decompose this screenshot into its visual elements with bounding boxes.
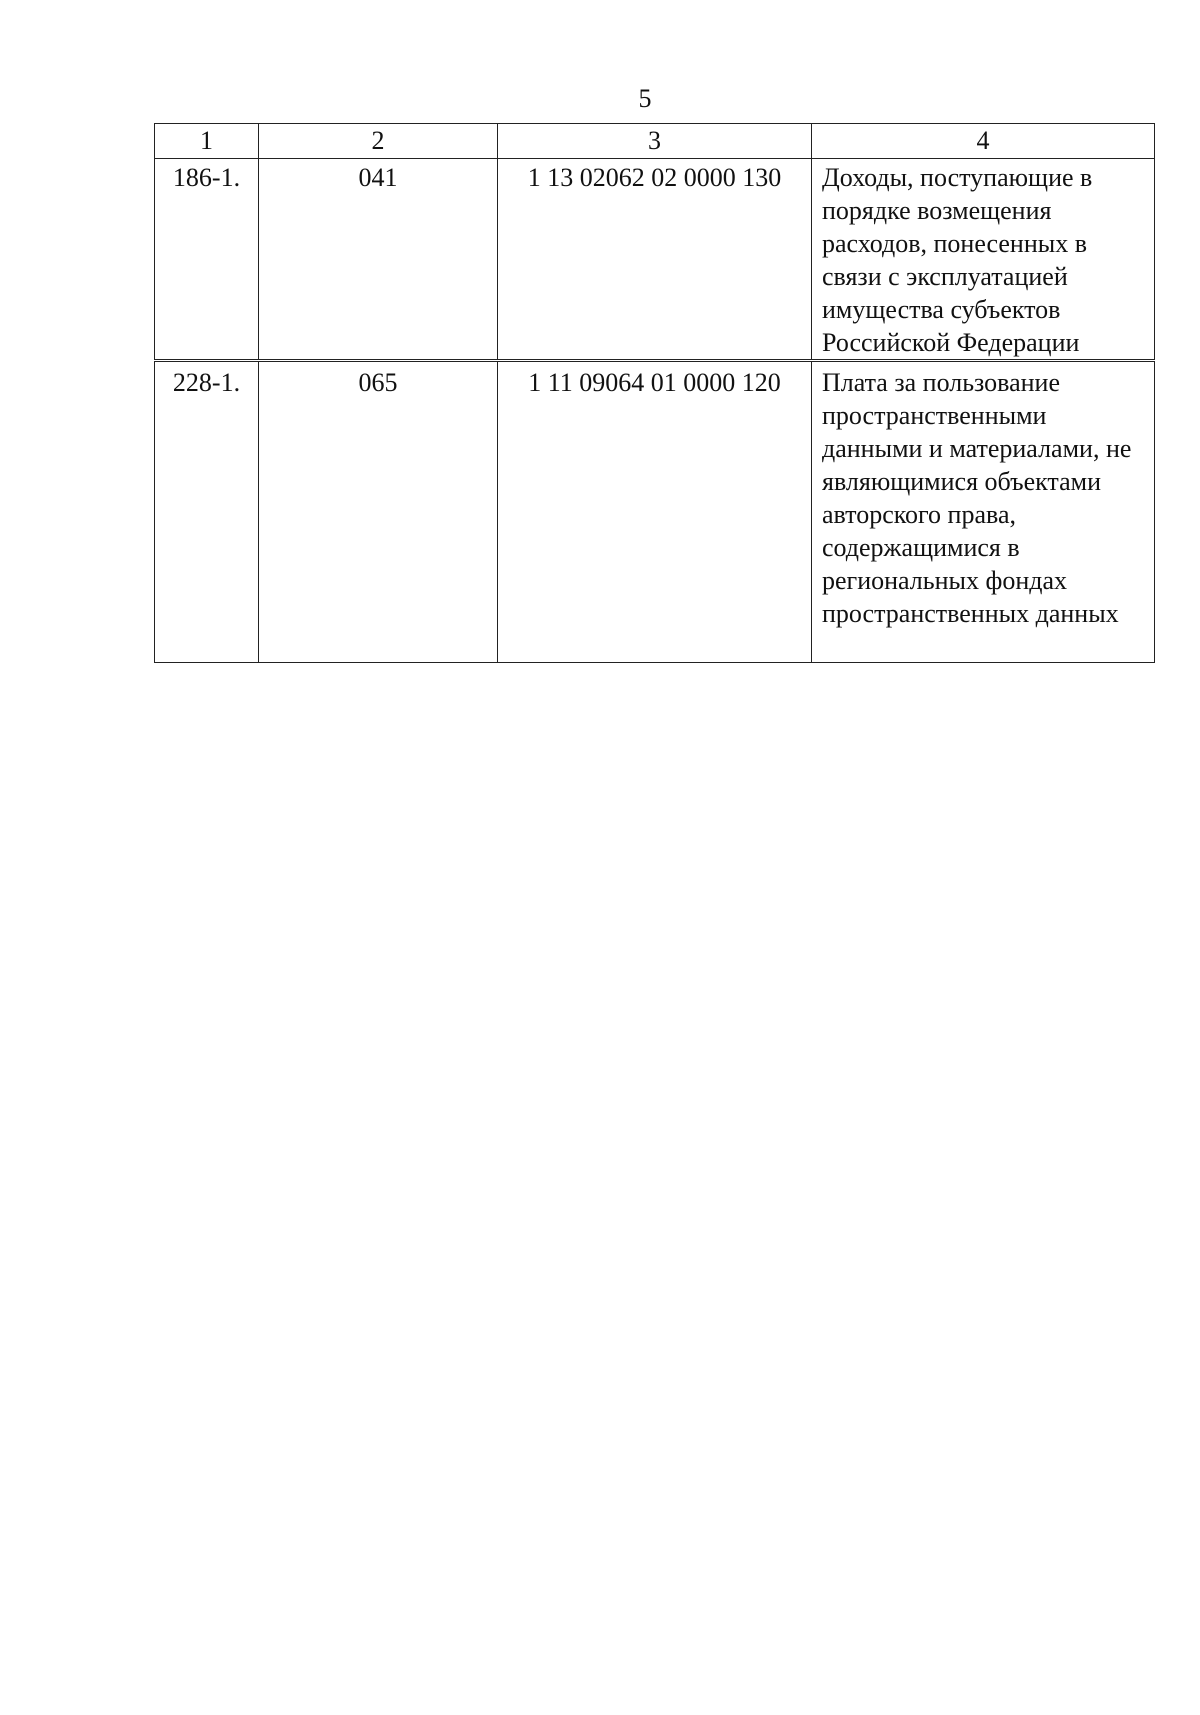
kbk-code-cell: 1 11 09064 01 0000 120	[498, 361, 812, 663]
row-number-cell: 228-1.	[155, 361, 259, 663]
table-row	[155, 159, 1155, 361]
table-header-row	[155, 124, 1155, 159]
admin-code-cell: 041	[259, 159, 498, 361]
column-header: 1	[155, 124, 259, 159]
revenue-codes-table	[154, 123, 1155, 663]
admin-code-cell: 065	[259, 361, 498, 663]
column-header: 3	[498, 124, 812, 159]
page-number: 5	[638, 84, 652, 113]
description-cell: Доходы, поступающие в порядке возмещения расходов, понесенных в связи с эксплуатацией имущества субъектов Российской Федерации	[812, 159, 1155, 361]
column-header: 2	[259, 124, 498, 159]
column-header: 4	[812, 124, 1155, 159]
row-number-cell: 186-1.	[155, 159, 259, 361]
table-row	[155, 361, 1155, 663]
kbk-code-cell: 1 13 02062 02 0000 130	[498, 159, 812, 361]
description-cell: Плата за пользование пространственными данными и материалами, не являющимися объектами авторского права, содержащимися в региональных фондах пространственных данных	[812, 361, 1155, 663]
